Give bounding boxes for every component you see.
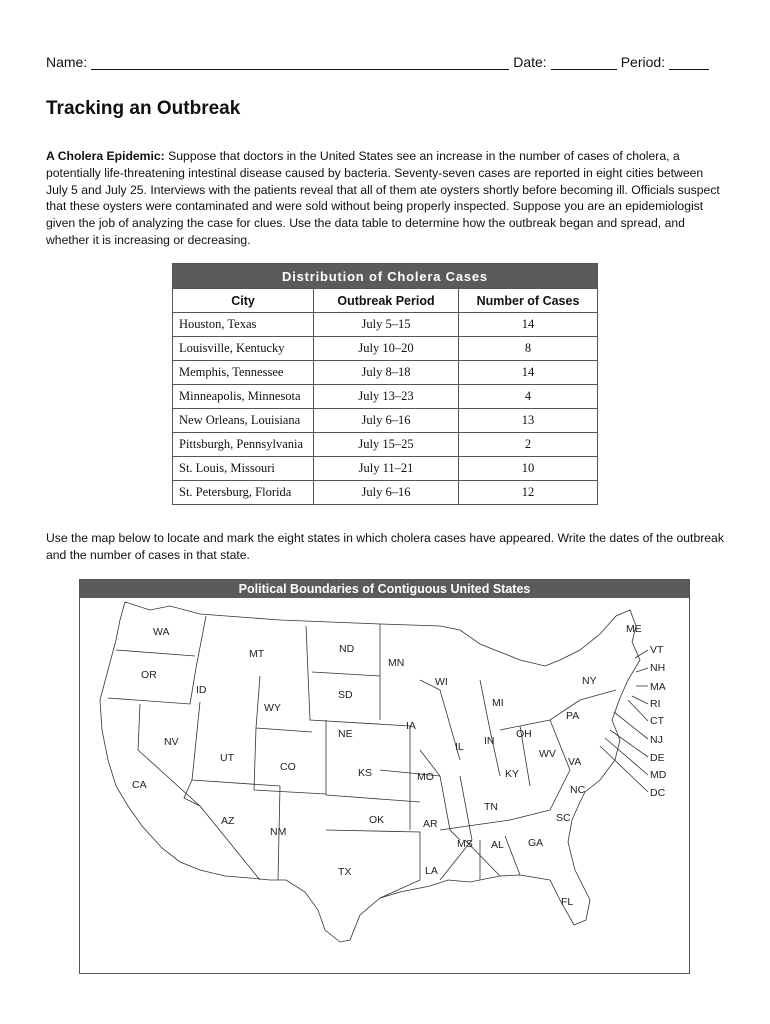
period-cell: July 10–20 xyxy=(314,337,459,361)
state-label-fl: FL xyxy=(561,896,574,908)
cases-cell: 10 xyxy=(459,457,598,481)
us-map-figure xyxy=(79,579,690,974)
state-label-il: IL xyxy=(455,741,464,753)
city-cell: New Orleans, Louisiana xyxy=(173,409,314,433)
table-row xyxy=(173,313,598,337)
state-label-de: DE xyxy=(650,752,665,764)
map-title: Political Boundaries of Contiguous United States xyxy=(80,580,689,598)
period-cell: July 15–25 xyxy=(314,433,459,457)
cases-cell: 14 xyxy=(459,313,598,337)
state-label-nd: ND xyxy=(339,643,355,655)
period-cell: July 5–15 xyxy=(314,313,459,337)
state-label-ri: RI xyxy=(650,698,661,710)
state-label-wa: WA xyxy=(153,626,170,638)
state-label-ut: UT xyxy=(220,752,234,764)
state-label-ar: AR xyxy=(423,818,438,830)
state-label-mt: MT xyxy=(249,648,265,660)
state-label-pa: PA xyxy=(566,710,580,722)
state-label-nj: NJ xyxy=(650,734,663,746)
state-label-tx: TX xyxy=(338,866,352,878)
state-label-ne: NE xyxy=(338,728,353,740)
state-label-az: AZ xyxy=(221,815,235,827)
city-cell: Louisville, Kentucky xyxy=(173,337,314,361)
state-label-or: OR xyxy=(141,669,157,681)
cholera-cases-table xyxy=(172,263,598,505)
table-row xyxy=(173,457,598,481)
date-blank[interactable] xyxy=(551,55,617,70)
name-blank[interactable] xyxy=(91,55,509,70)
city-cell: Houston, Texas xyxy=(173,313,314,337)
table-caption: Distribution of Cholera Cases xyxy=(173,264,598,289)
state-label-ok: OK xyxy=(369,814,385,826)
city-cell: Minneapolis, Minnesota xyxy=(173,385,314,409)
state-label-vt: VT xyxy=(650,644,664,656)
state-label-nm: NM xyxy=(270,826,287,838)
cases-cell: 13 xyxy=(459,409,598,433)
city-cell: St. Louis, Missouri xyxy=(173,457,314,481)
state-label-va: VA xyxy=(568,756,582,768)
state-label-al: AL xyxy=(491,839,504,851)
student-info-line xyxy=(46,50,726,70)
state-label-sd: SD xyxy=(338,689,353,701)
state-label-mi: MI xyxy=(492,697,504,709)
us-map xyxy=(80,580,691,975)
cases-cell: 12 xyxy=(459,481,598,505)
state-label-me: ME xyxy=(626,623,642,635)
state-label-ct: CT xyxy=(650,715,664,727)
cases-cell: 2 xyxy=(459,433,598,457)
state-label-nv: NV xyxy=(164,736,179,748)
state-label-tn: TN xyxy=(484,801,498,813)
table-row xyxy=(173,481,598,505)
table-row xyxy=(173,385,598,409)
state-labels xyxy=(132,623,667,908)
col-header-city: City xyxy=(173,289,314,313)
state-label-ky: KY xyxy=(505,768,520,780)
map-instructions: Use the map below to locate and mark the eight states in which cholera cases have appeared. Write the dates of the outbreak and the number of cases in that state. xyxy=(46,531,724,562)
state-label-ma: MA xyxy=(650,681,666,693)
state-label-wy: WY xyxy=(264,702,281,714)
state-label-ks: KS xyxy=(358,767,373,779)
state-label-ny: NY xyxy=(582,675,597,687)
state-label-in: IN xyxy=(484,735,495,747)
state-label-ca: CA xyxy=(132,779,147,791)
period-cell: July 6–16 xyxy=(314,481,459,505)
state-label-la: LA xyxy=(425,865,438,877)
col-header-period: Outbreak Period xyxy=(314,289,459,313)
state-label-mo: MO xyxy=(417,771,434,783)
period-label: Period: xyxy=(620,54,666,70)
state-label-sc: SC xyxy=(556,812,571,824)
state-label-ia: IA xyxy=(406,720,416,732)
period-cell: July 6–16 xyxy=(314,409,459,433)
intro-paragraph xyxy=(46,148,726,249)
period-cell: July 8–18 xyxy=(314,361,459,385)
state-label-dc: DC xyxy=(650,787,666,799)
state-label-id: ID xyxy=(196,684,207,696)
state-label-mn: MN xyxy=(388,657,405,669)
col-header-cases: Number of Cases xyxy=(459,289,598,313)
period-cell: July 11–21 xyxy=(314,457,459,481)
state-label-oh: OH xyxy=(516,728,532,740)
city-cell: Memphis, Tennessee xyxy=(173,361,314,385)
period-blank[interactable] xyxy=(669,55,709,70)
cases-cell: 4 xyxy=(459,385,598,409)
page-title: Tracking an Outbreak xyxy=(46,98,241,119)
table-row xyxy=(173,337,598,361)
city-cell: Pittsburgh, Pennsylvania xyxy=(173,433,314,457)
state-label-wv: WV xyxy=(539,748,556,760)
name-label: Name: xyxy=(46,54,88,70)
intro-lead: A Cholera Epidemic: xyxy=(46,149,165,163)
state-label-ga: GA xyxy=(528,837,544,849)
table-row xyxy=(173,433,598,457)
date-label: Date: xyxy=(513,54,547,70)
state-label-co: CO xyxy=(280,761,296,773)
city-cell: St. Petersburg, Florida xyxy=(173,481,314,505)
state-label-nh: NH xyxy=(650,662,666,674)
period-cell: July 13–23 xyxy=(314,385,459,409)
state-label-wi: WI xyxy=(435,676,448,688)
intro-text: Suppose that doctors in the United States see an increase in the number of cases of cholera, a potentially life-threatening intestinal disease caused by bacteria. Seventy-seven cases are reported in eight cities between July 5 and July 25. Interviews with the patients reveal that all of them ate oysters shortly before becoming ill. Officials suspect that these oysters were contaminated and were sold without being properly inspected. Suppose you are an epidemiologist given the job of analyzing the case for clues. Use the data table to determine how the outbreak began and spread, and whether it is increasing or decreasing. xyxy=(46,149,720,247)
state-label-md: MD xyxy=(650,769,667,781)
state-label-ms: MS xyxy=(457,838,473,850)
cases-cell: 8 xyxy=(459,337,598,361)
table-row xyxy=(173,361,598,385)
state-label-nc: NC xyxy=(570,784,586,796)
table-row xyxy=(173,409,598,433)
cases-cell: 14 xyxy=(459,361,598,385)
